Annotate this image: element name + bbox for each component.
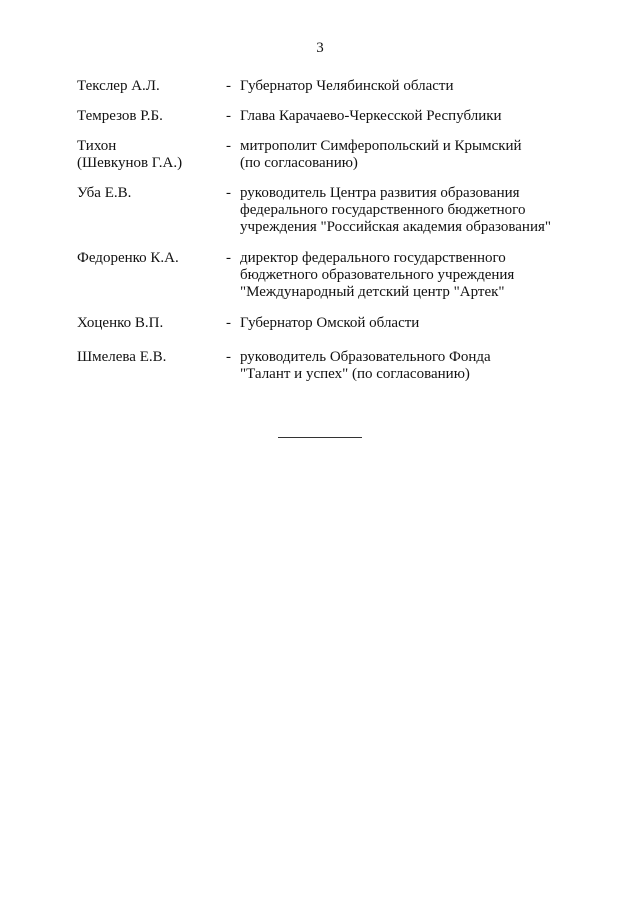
person-name [77, 250, 217, 267]
person-name [77, 78, 217, 95]
position-description [240, 185, 630, 236]
person-name-line: (Шевкунов Г.А.) [77, 155, 183, 171]
description-line: федерального государственного бюджетного [240, 202, 526, 218]
person-name [77, 315, 217, 332]
description-line: бюджетного образовательного учреждения [240, 267, 515, 283]
description-line: директор федерального государственного [240, 250, 506, 266]
dash-separator: - [226, 185, 231, 201]
position-description [240, 349, 630, 383]
dash-separator: - [226, 315, 231, 331]
description-line: Губернатор Челябинской области [240, 78, 454, 94]
position-description [240, 78, 630, 95]
person-name [77, 185, 217, 202]
dash-separator: - [226, 250, 231, 266]
person-name-line: Уба Е.В. [77, 185, 132, 201]
person-name-line: Шмелева Е.В. [77, 349, 167, 365]
description-line: руководитель Образовательного Фонда [240, 349, 491, 365]
description-line: "Международный детский центр "Артек" [240, 284, 505, 300]
description-line: Губернатор Омской области [240, 315, 420, 331]
description-line: учреждения "Российская академия образования" [240, 219, 552, 235]
person-name [77, 108, 217, 125]
person-name-line: Тихон [77, 138, 117, 154]
person-name [77, 349, 217, 366]
dash-separator: - [226, 138, 231, 154]
description-line: (по согласованию) [240, 155, 358, 171]
page-number: 3 [316, 40, 324, 56]
position-description [240, 108, 630, 125]
position-description [240, 315, 630, 332]
description-line: руководитель Центра развития образования [240, 185, 520, 201]
dash-separator: - [226, 108, 231, 124]
person-name-line: Федоренко К.А. [77, 250, 179, 266]
dash-separator: - [226, 349, 231, 365]
description-line: митрополит Симферопольский и Крымский [240, 138, 522, 154]
closing-divider [278, 437, 362, 438]
position-description [240, 250, 630, 301]
description-line: Глава Карачаево-Черкесской Республики [240, 108, 502, 124]
description-line: "Талант и успех" (по согласованию) [240, 366, 470, 382]
position-description [240, 138, 630, 172]
person-name-line: Темрезов Р.Б. [77, 108, 163, 124]
dash-separator: - [226, 78, 231, 94]
person-name [77, 138, 217, 172]
person-name-line: Хоценко В.П. [77, 315, 164, 331]
person-name-line: Текслер А.Л. [77, 78, 160, 94]
